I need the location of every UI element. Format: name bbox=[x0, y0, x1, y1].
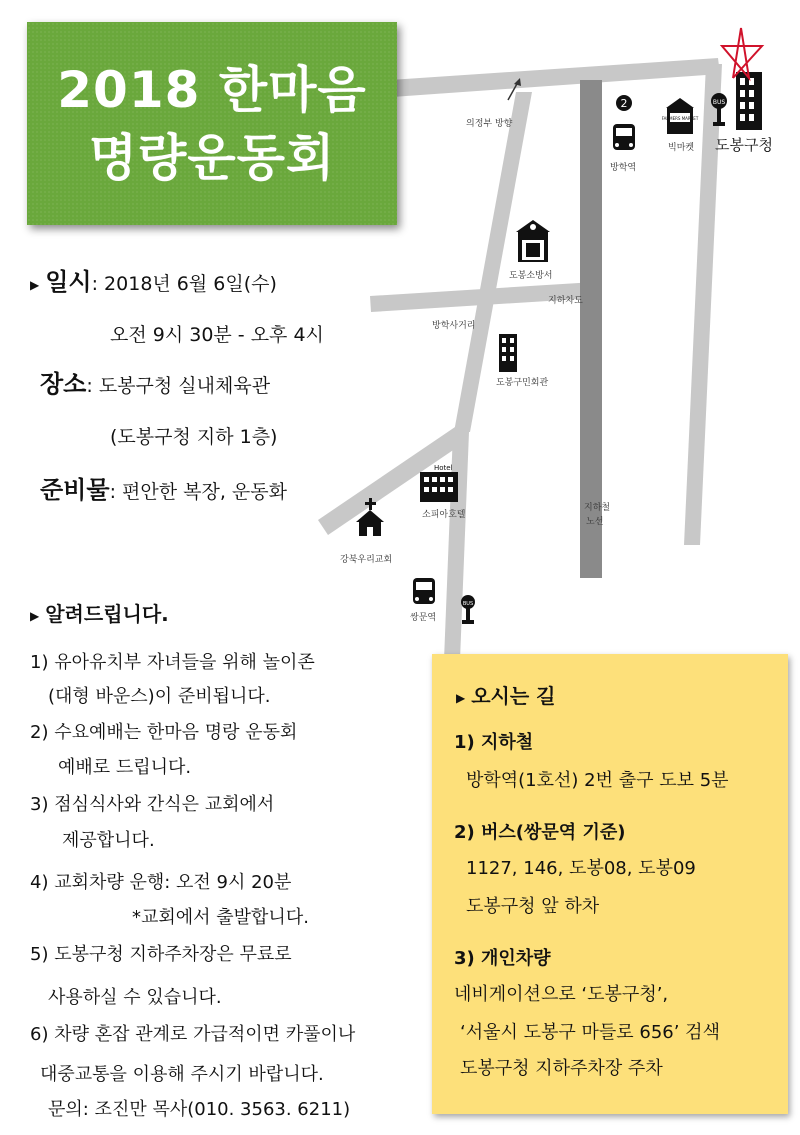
subway-text: 방학역(1호선) 2번 출구 도보 5분 bbox=[466, 770, 729, 791]
label-subway-line-1: 지하철 bbox=[584, 503, 611, 513]
label-church: 강북우리교회 bbox=[340, 555, 393, 565]
market-icon bbox=[662, 98, 699, 134]
label-subway-line-2: 노선 bbox=[586, 517, 604, 527]
label-banghak-intersection: 방학사거리 bbox=[432, 321, 476, 331]
subway-title: 1) 지하철 bbox=[454, 732, 534, 753]
notice-line: *교회에서 출발합니다. bbox=[132, 907, 309, 928]
label-big-market: 빅마켓 bbox=[668, 143, 695, 153]
label-uijeongbu: 의정부 방향 bbox=[466, 119, 513, 129]
notice-line: 사용하실 수 있습니다. bbox=[48, 987, 222, 1008]
notice-line: 대중교통을 이용해 주시기 바랍니다. bbox=[40, 1064, 324, 1085]
notice-line: 6) 차량 혼잡 관계로 가급적이면 카풀이나 bbox=[30, 1024, 356, 1045]
notice-line: 제공합니다. bbox=[62, 830, 155, 851]
svg-text:FARMERS MARKET: FARMERS MARKET bbox=[661, 116, 699, 121]
place-detail: (도봉구청 지하 1층) bbox=[110, 426, 278, 448]
date-value: : 2018년 6월 6일(수) bbox=[91, 273, 277, 295]
notice-heading: ▶ 알려드립니다. bbox=[30, 602, 169, 626]
prep-value: : 편안한 복장, 운동화 bbox=[109, 481, 287, 503]
fire-station-icon bbox=[516, 220, 550, 262]
notice-line: 3) 점심식사와 간식은 교회에서 bbox=[30, 794, 275, 815]
label-fire-station: 도봉소방서 bbox=[509, 271, 553, 281]
contact-line: 문의: 조진만 목사(010. 3563. 6211) bbox=[48, 1099, 351, 1120]
line-badge-text: 2 bbox=[620, 97, 628, 110]
car-text-3: 도봉구청 지하주차장 주차 bbox=[460, 1058, 663, 1079]
bullet-triangle-icon: ▶ bbox=[456, 690, 466, 705]
svg-text:BUS: BUS bbox=[462, 601, 474, 607]
info-prep bbox=[40, 470, 287, 505]
label-ssangmun-station: 쌍문역 bbox=[410, 613, 437, 623]
title-line-2: 명량운동회 bbox=[88, 128, 336, 187]
info-place bbox=[40, 364, 270, 399]
svg-text:BUS: BUS bbox=[712, 99, 726, 106]
directions-box bbox=[432, 654, 788, 1114]
road-top bbox=[390, 58, 720, 97]
ssangmun-bus-stop-icon bbox=[461, 595, 475, 624]
car-text-1: 네비게이션으로 ‘도봉구청’, bbox=[454, 984, 669, 1005]
place-value: : 도봉구청 실내체육관 bbox=[86, 375, 271, 397]
car-title: 3) 개인차량 bbox=[454, 948, 551, 969]
title-banner bbox=[27, 22, 397, 225]
hotel-icon bbox=[420, 464, 458, 502]
bus-text-1: 1127, 146, 도봉08, 도봉09 bbox=[466, 858, 696, 879]
notice-line: 5) 도봉구청 지하주차장은 무료로 bbox=[30, 944, 292, 965]
notice-line: 4) 교회차량 운행: 오전 9시 20분 bbox=[30, 872, 292, 893]
label-civic-hall: 도봉구민회관 bbox=[496, 378, 549, 388]
svg-text:Hotel: Hotel bbox=[434, 464, 453, 472]
notice-line: 2) 수요예배는 한마음 명랑 운동회 bbox=[30, 722, 298, 743]
ssangmun-bus-icon bbox=[413, 578, 435, 604]
directions-heading: ▶ 오시는 길 bbox=[456, 684, 556, 708]
info-date bbox=[30, 262, 277, 297]
car-text-2: ‘서울시 도봉구 마들로 656’ 검색 bbox=[460, 1022, 720, 1043]
label-underpass: 지하차도 bbox=[548, 296, 583, 306]
label-banghak-station: 방학역 bbox=[610, 163, 637, 173]
bullet-triangle-icon: ▶ bbox=[30, 608, 40, 623]
title-line-1: 2018 한마음 bbox=[57, 60, 367, 119]
notice-line: (대형 바운스)이 준비됩니다. bbox=[48, 686, 271, 707]
place-label: 장소 bbox=[40, 370, 87, 398]
date-label: 일시 bbox=[45, 268, 92, 296]
banghak-bus-icon bbox=[613, 124, 635, 150]
bus-text-2: 도봉구청 앞 하차 bbox=[466, 896, 600, 917]
prep-label: 준비물 bbox=[40, 476, 110, 504]
label-sofia-hotel: 소피아호텔 bbox=[422, 510, 466, 520]
bus-title: 2) 버스(쌍문역 기준) bbox=[454, 822, 626, 843]
civic-hall-icon bbox=[499, 334, 517, 372]
destination-star-icon bbox=[722, 28, 762, 78]
office-building-icon bbox=[736, 72, 762, 130]
label-dobong-office: 도봉구청 bbox=[715, 136, 773, 154]
time-value: 오전 9시 30분 - 오후 4시 bbox=[110, 324, 324, 346]
bullet-triangle-icon: ▶ bbox=[30, 277, 40, 292]
notice-line: 예배로 드립니다. bbox=[58, 757, 192, 778]
notice-line: 1) 유아유치부 자녀들을 위해 놀이존 bbox=[30, 652, 315, 673]
